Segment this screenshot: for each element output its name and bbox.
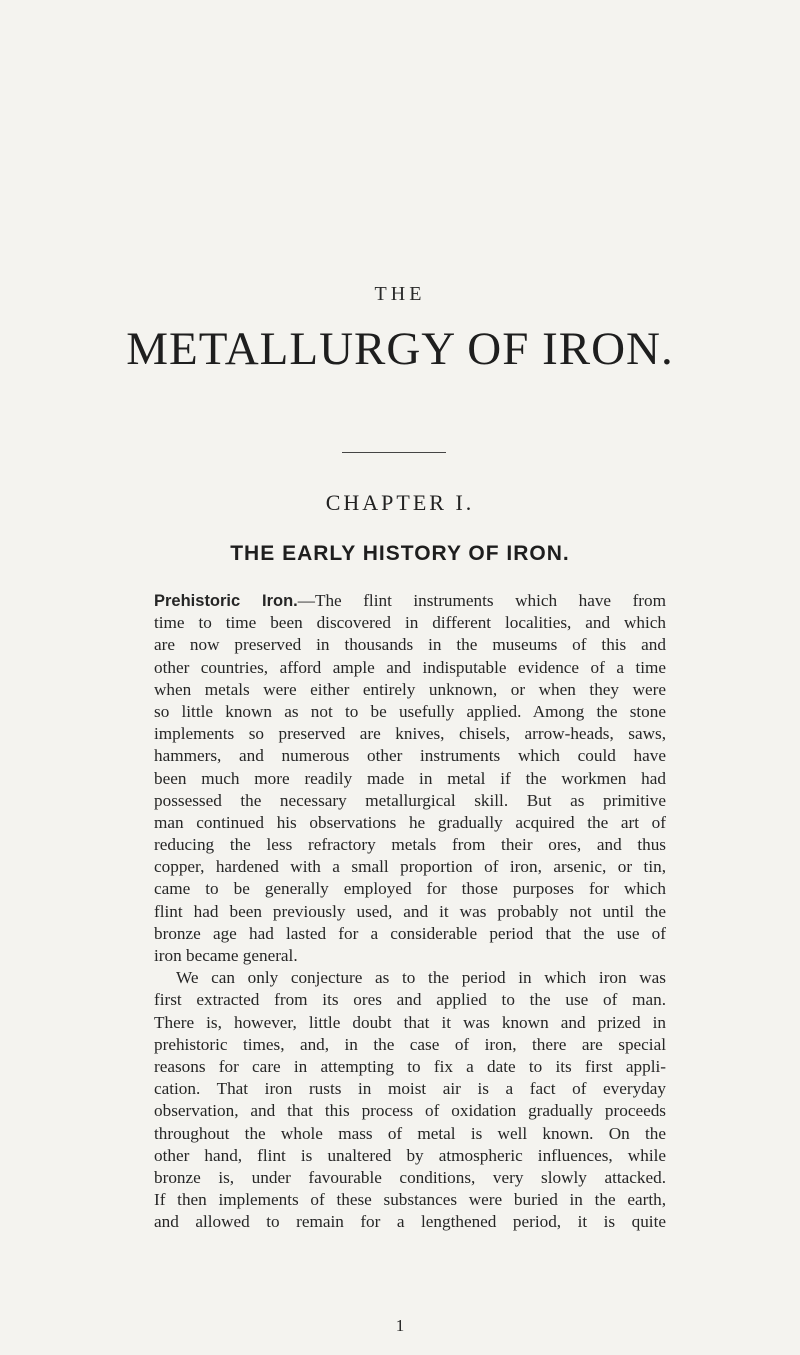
text-line: If then implements of these substances were buried in the earth, — [154, 1190, 666, 1210]
text-line: first extracted from its ores and applied to the use of man. — [154, 990, 666, 1010]
text-line: came to be generally employed for those purposes for which — [154, 879, 666, 899]
text-line: are now preserved in thousands in the museums of this and — [154, 635, 666, 655]
text-line: copper, hardened with a small proportion of iron, arsenic, or tin, — [154, 857, 666, 877]
text-line: throughout the whole mass of metal is well known. On the — [154, 1123, 666, 1143]
text-line: flint had been previously used, and it was probably not until the — [154, 901, 666, 921]
text-line: possessed the necessary metallurgical skill. But as primitive — [154, 790, 666, 810]
text-line: bronze is, under favourable conditions, very slowly attacked. — [154, 1167, 666, 1187]
text-line: other countries, afford ample and indisputable evidence of a time — [154, 657, 666, 677]
chapter-title: THE EARLY HISTORY OF IRON. — [230, 542, 570, 565]
text-line: and allowed to remain for a lengthened period, it is quite — [154, 1212, 666, 1232]
text-line: cation. That iron rusts in moist air is a fact of everyday — [154, 1079, 666, 1099]
text-line: hammers, and numerous other instruments which could have — [154, 746, 666, 766]
text-line-rest: —The flint instruments which have from — [297, 591, 666, 610]
text-line: been much more readily made in metal if the workmen had — [154, 768, 666, 788]
text-line: reasons for care in attempting to fix a date to its first appli- — [154, 1056, 666, 1076]
text-line: so little known as not to be usefully applied. Among the stone — [154, 701, 666, 721]
text-line: bronze age had lasted for a considerable period that the use of — [154, 923, 666, 943]
book-title: METALLURGY OF IRON. — [126, 323, 674, 375]
text-line: when metals were either entirely unknown, or when they were — [154, 679, 666, 699]
text-line: We can only conjecture as to the period in which iron was — [176, 968, 666, 988]
page-number: 1 — [395, 1316, 405, 1335]
text-line: man continued his observations he gradually acquired the art of — [154, 812, 666, 832]
text-line: iron became general. — [154, 946, 298, 965]
text-line: reducing the less refractory metals from their ores, and thus — [154, 835, 666, 855]
title-divider — [342, 452, 446, 453]
chapter-number: CHAPTER I. — [325, 490, 475, 515]
text-line: observation, and that this process of oxidation gradually proceeds — [154, 1101, 666, 1121]
title-prefix: THE — [374, 283, 426, 305]
text-line: implements so preserved are knives, chisels, arrow-heads, saws, — [154, 724, 666, 744]
text-line: There is, however, little doubt that it was known and prized in — [154, 1012, 666, 1032]
section-heading: Prehistoric Iron. — [154, 592, 298, 610]
text-line — [154, 590, 666, 612]
text-line: prehistoric times, and, in the case of iron, there are special — [154, 1034, 666, 1054]
body-text — [154, 590, 666, 1233]
text-line: other hand, flint is unaltered by atmospheric influences, while — [154, 1145, 666, 1165]
text-line: time to time been discovered in different localities, and which — [154, 613, 666, 633]
